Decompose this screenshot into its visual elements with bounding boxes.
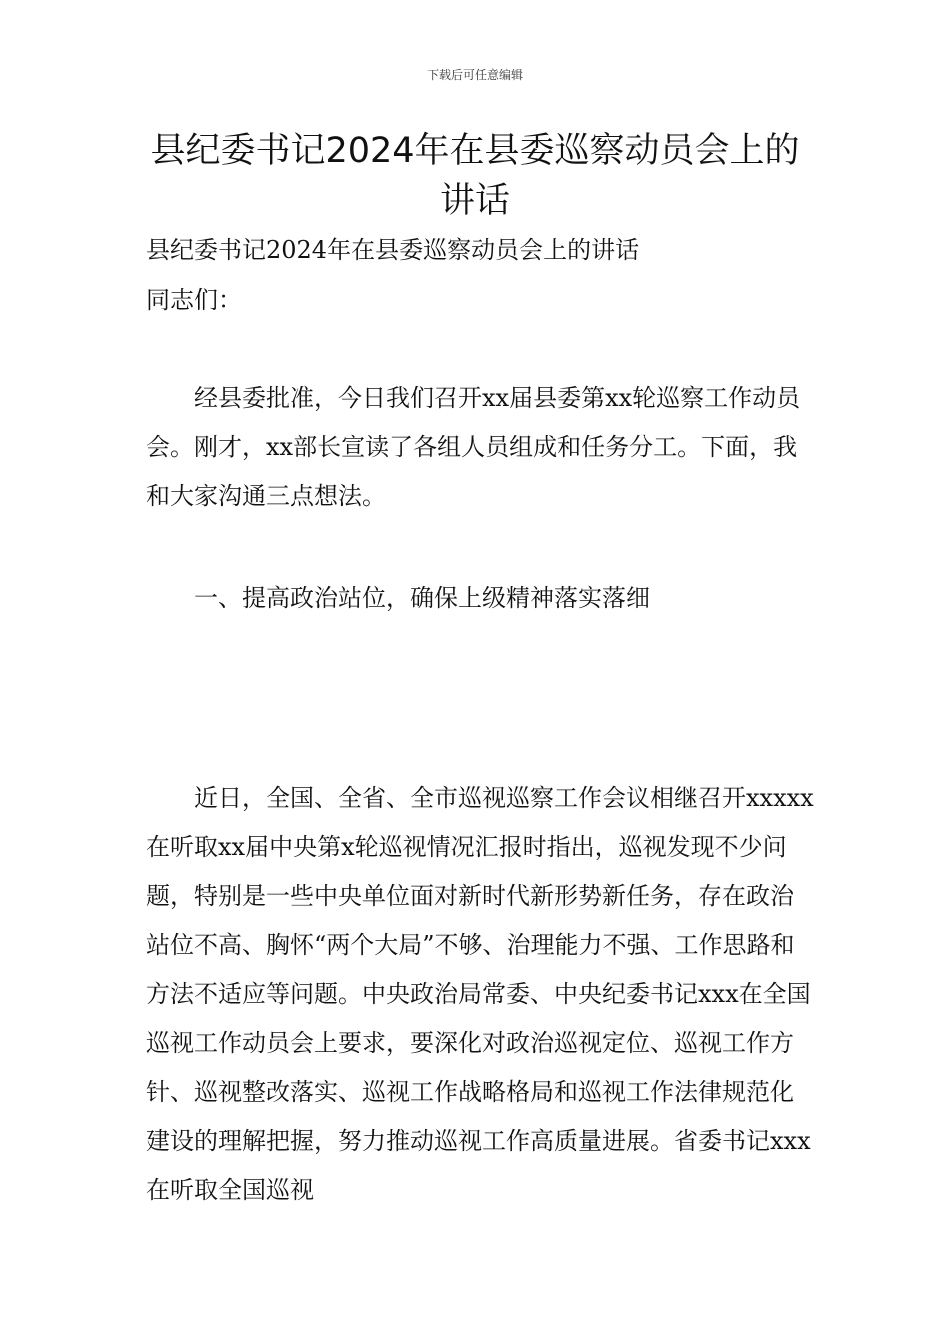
- header-note: 下载后可任意编辑: [426, 68, 523, 82]
- document-subtitle: 县纪委书记2024年在县委巡察动员会上的讲话: [146, 236, 640, 264]
- document-title: 县纪委书记2024年在县委巡察动员会上的讲话: [150, 131, 800, 221]
- salutation: 同志们：: [146, 286, 242, 314]
- paragraph-1: 经县委批准，今日我们召开xx届县委第xx轮巡察工作动员会。刚才，xx部长宣读了各组人员组成和任务分工。下面，我和大家沟通三点想法。: [146, 384, 801, 510]
- paragraph-2: 近日，全国、全省、全市巡视巡察工作会议相继召开xxxxx在听取xx届中央第x轮巡视情况汇报时指出，巡视发现不少问题，特别是一些中央单位面对新时代新形势新任务，存在政治站位不高、胸怀“两个大局”不够、治理能力不强、工作思路和方法不适应等问题。中央政治局常委、中央纪委书记xxx在全国巡视工作动员会上要求，要深化对政治巡视定位、巡视工作方针、巡视整改落实、巡视工作战略格局和巡视工作法律规范化建设的理解把握，努力推动巡视工作高质量进展。省委书记xxx在听取全国巡视: [146, 784, 814, 1204]
- section-heading-1: 一、提高政治站位，确保上级精神落实落细: [194, 584, 650, 612]
